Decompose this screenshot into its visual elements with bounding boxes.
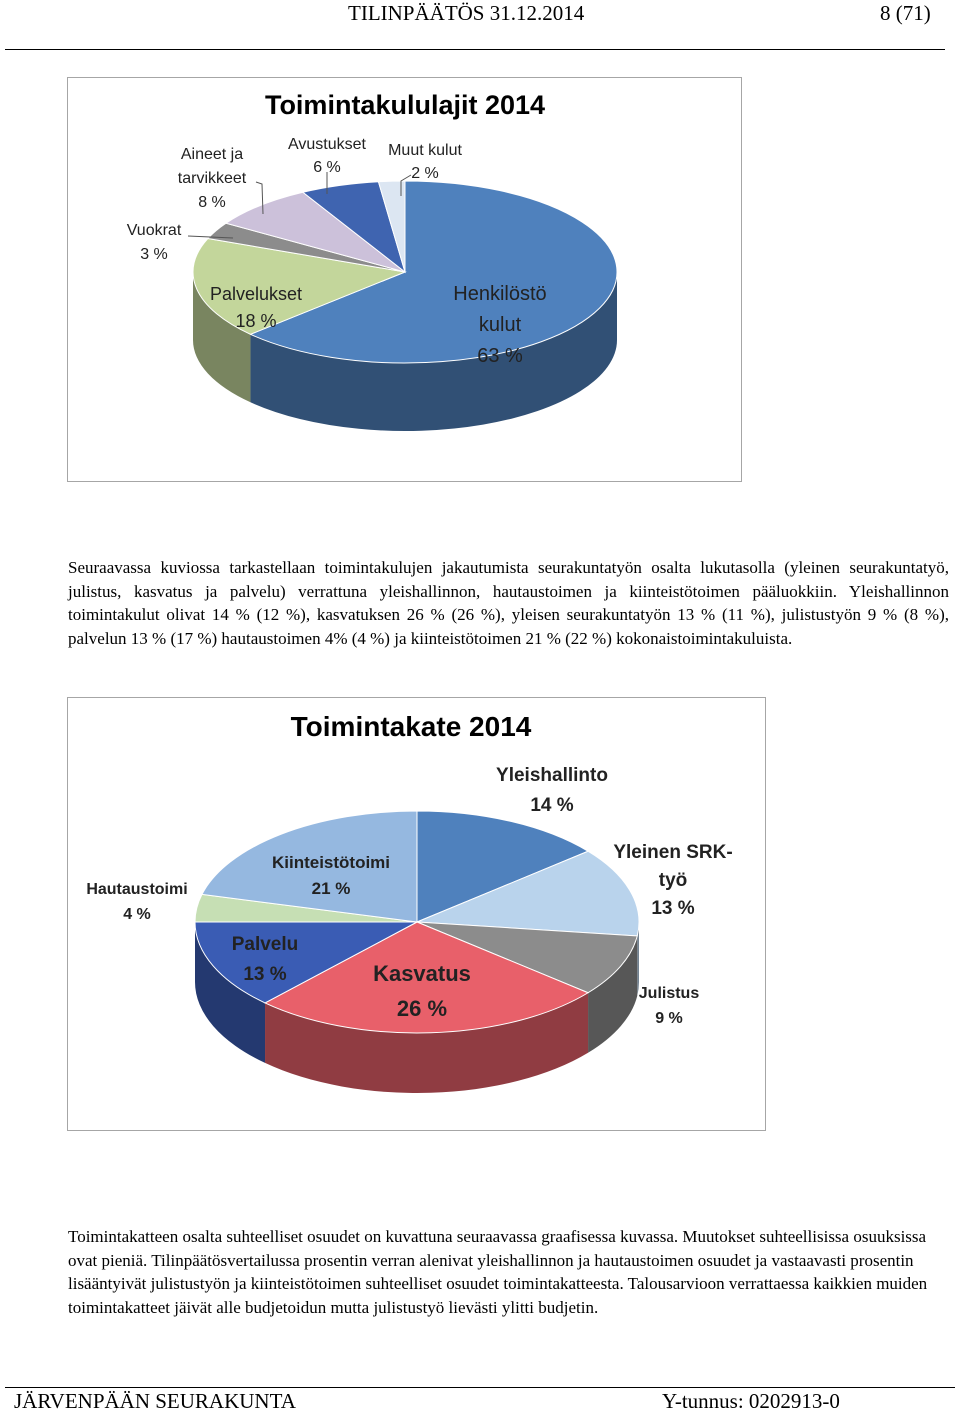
chart-toimintakululajit	[67, 77, 742, 482]
business-id: Y-tunnus: 0202913-0	[662, 1389, 840, 1413]
slice-label-kasvatus: Kasvatus 26 %	[373, 961, 471, 1021]
slice-label-hautaustoimi: Hautaustoimi 4 %	[86, 881, 188, 923]
slice-label-muut: Muut kulut 2 %	[388, 142, 462, 182]
chart-toimintakate	[67, 697, 766, 1131]
paragraph-operating-margin: Toimintakatteen osalta suhteelliset osuudet on kuvattuna seuraavassa graafisessa kuvassa. Muutokset suhteellisissa osuuksissa ovat pieniä. Tilinpäätösvertailussa prosentin verran alenivat yleishallinnon ja hautaustoimen osuudet ja vastaavasti prosentin lisääntyivät julistustyön ja kiinteistötoimen suhteelliset osuudet toimintakatteesta. Talousarvioon verrattaessa kaikkien muiden toimintakatteet jäivät alle budjetoidun mutta julistustyö lievästi ylitti budjetin.	[68, 1227, 928, 1317]
document-title: TILINPÄÄTÖS 31.12.2014	[348, 1, 585, 25]
slice-label-yleinen_srk: Yleinen SRK-työ 13 %	[613, 842, 733, 919]
slice-label-henkilosto: Henkilöstö kulut 63 %	[453, 283, 547, 367]
page-number: 8 (71)	[880, 1, 931, 25]
slice-label-palvelukset: Palvelukset 18 %	[209, 284, 303, 331]
chart-title: Toimintakululajit 2014	[264, 90, 546, 120]
page-header	[0, 0, 960, 30]
slice-label-julistus: Julistus 9 %	[638, 985, 700, 1027]
chart-title: Toimintakate 2014	[290, 711, 532, 742]
slice-label-palvelu: Palvelu 13 %	[231, 934, 299, 985]
slice-label-aineet: Aineet ja tarvikkeet 8 %	[177, 146, 247, 211]
paragraph-cost-distribution: Seuraavassa kuviossa tarkastellaan toimintakulujen jakautumista seurakuntatyön osalta lukutasolla (yleinen seurakuntatyö, julistus, kasvatus ja palvelu) verrattuna yleishallinnon, hautaustoimen ja kiinteistötoimen pääluokkiin. Yleishallinnon toimintakulut olivat 14 % (12 %), kasvatuksen 26 % (26 %), yleisen seurakuntatyön 13 % (11 %), julistustyön 9 % (8 %), palvelun 13 % (17 %) hautaustoimen 4% (4 %) ja kiinteistötoimen 21 % (22 %) kokonaistoimintakuluista.	[68, 558, 949, 648]
header-divider	[5, 49, 945, 50]
footer-divider	[5, 1387, 955, 1388]
pie-chart-toimintakululajit	[68, 78, 741, 481]
slice-label-yleishallinto: Yleishallinto 14 %	[496, 765, 608, 816]
slice-label-vuokrat: Vuokrat 3 %	[126, 222, 182, 263]
slice-label-kiinteisto: Kiinteistötoimi 21 %	[271, 853, 391, 898]
slice-label-avustukset: Avustukset 6 %	[288, 136, 366, 176]
organization-name: JÄRVENPÄÄN SEURAKUNTA	[14, 1389, 296, 1413]
pie-chart-toimintakate	[68, 698, 765, 1130]
